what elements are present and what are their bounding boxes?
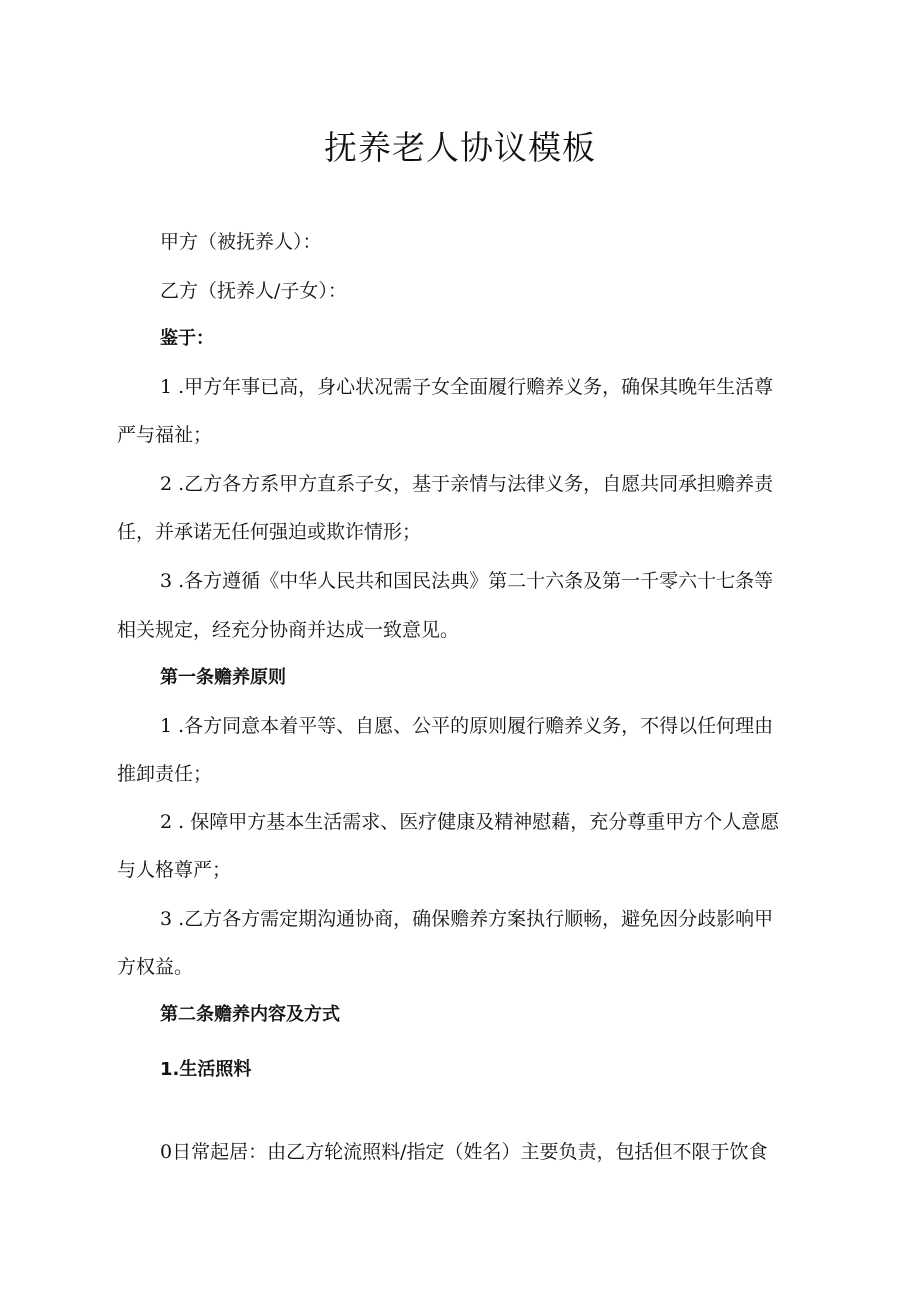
article-2-heading: 第二条赡养内容及方式 — [160, 1004, 340, 1025]
recital-3-line-1: 3 .各方遵循《中华人民共和国民法典》第二十六条及第一千零六十七条等 — [160, 570, 774, 592]
party-b-line: 乙方（抚养人/子女）： — [160, 280, 347, 302]
recital-1-line-2: 严与福祉； — [117, 424, 213, 446]
recital-3-line-2: 相关规定，经充分协商并达成一致意见。 — [117, 619, 460, 641]
article-1-item-2-line-1: 2 . 保障甲方基本生活需求、医疗健康及精神慰藉，充分尊重甲方个人意愿 — [160, 811, 780, 833]
article-1-item-1-line-2: 推卸责任； — [117, 763, 213, 785]
document-title: 抚养老人协议模板 — [324, 128, 596, 167]
whereas-heading: 鉴于： — [160, 328, 214, 349]
daily-care-line: 0日常起居：由乙方轮流照料/指定（姓名）主要负责，包括但不限于饮食 — [160, 1141, 768, 1163]
section-living-care-heading: 1.生活照料 — [160, 1059, 252, 1080]
recital-2-line-2: 任，并承诺无任何强迫或欺诈情形； — [117, 521, 422, 543]
article-1-item-2-line-2: 与人格尊严； — [117, 859, 232, 881]
party-a-line: 甲方（被抚养人）： — [160, 231, 322, 253]
article-1-item-1-line-1: 1 .各方同意本着平等、自愿、公平的原则履行赡养义务，不得以任何理由 — [160, 715, 774, 737]
article-1-item-3-line-1: 3 .乙方各方需定期沟通协商，确保赡养方案执行顺畅，避免因分歧影响甲 — [160, 908, 774, 930]
recital-1-line-1: 1 .甲方年事已高，身心状况需子女全面履行赡养义务，确保其晚年生活尊 — [160, 376, 774, 398]
recital-2-line-1: 2 .乙方各方系甲方直系子女，基于亲情与法律义务，自愿共同承担赡养责 — [160, 473, 774, 495]
article-1-heading: 第一条赡养原则 — [160, 667, 286, 688]
article-1-item-3-line-2: 方权益。 — [117, 956, 194, 978]
